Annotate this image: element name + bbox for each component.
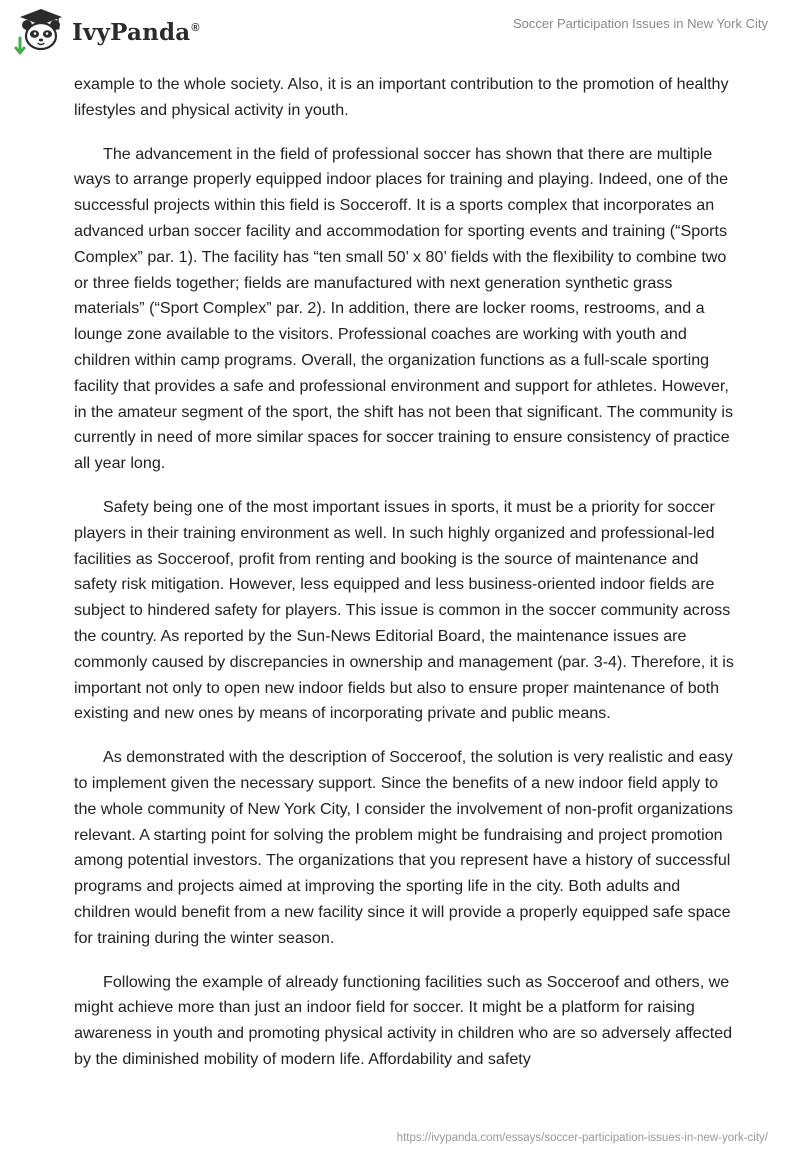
paragraph: Safety being one of the most important issues in sports, it must be a priority for soccer players in their training environment as well. In such highly organized and professional-led facilities as Socceroof, profit from renting and booking is the source of maintenance and safety risk mitigation. However, less equipped and less business-oriented indoor fields are subject to hindered safety for players. This issue is common in the soccer community across the country. As reported by the Sun-News Editorial Board, the maintenance issues are commonly caused by discrepancies in ownership and management (par. 3-4). Therefore, it is important not only to open new indoor fields but also to ensure proper maintenance of both existing and new ones by means of incorporating private and public means. <box>74 497 734 723</box>
brand-name: IvyPanda® <box>72 18 200 46</box>
source-url-link[interactable]: https://ivypanda.com/essays/soccer-participation-issues-in-new-york-city/ <box>396 1132 768 1144</box>
paragraph: The advancement in the field of professional soccer has shown that there are multiple ways to arrange properly equipped indoor places for training and playing. Indeed, one of the successful projects within this field is Socceroff. It is a sports complex that incorporates an advanced urban soccer facility and accommodation for sporting events and training (“Sports Complex” par. 1). The facility has “ten small 50’ x 80’ fields with the flexibility to combine two or three fields together; fields are manufactured with next generation synthetic grass materials” (“Sport Complex” par. 2). In addition, there are locker rooms, restrooms, and a lounge zone available to the visitors. Professional coaches are working with youth and children within camp programs. Overall, the organization functions as a full-scale sporting facility that provides a safe and professional environment and support for athletes. However, in the amateur segment of the sport, the shift has not been that significant. The community is currently in need of more similar spaces for soccer training to ensure consistency of practice all year long. <box>74 144 734 473</box>
ivypanda-logo[interactable] <box>14 8 200 56</box>
panda-mascot-icon <box>14 8 66 56</box>
essay-body <box>74 72 734 1091</box>
paragraph: Following the example of already functioning facilities such as Socceroof and others, we might achieve more than just an indoor field for soccer. It might be a platform for raising awareness in youth and promoting physical activity in children who are so adversely affected by the diminished mobility of modern life. Affordability and safety <box>74 972 733 1068</box>
document-title: Soccer Participation Issues in New York City <box>512 16 768 31</box>
paragraph: As demonstrated with the description of Socceroof, the solution is very realistic and easy to implement given the necessary support. Since the benefits of a new indoor field apply to the whole community of New York City, I consider the involvement of non-profit organizations relevant. A starting point for solving the problem might be fundraising and project promotion among potential investors. The organizations that you represent have a history of successful programs and projects aimed at improving the sporting life in the city. Both adults and children would benefit from a new facility since it will provide a properly equipped safe space for training during the winter season. <box>74 748 733 947</box>
registered-mark: ® <box>191 21 200 34</box>
paragraph: example to the whole society. Also, it is an important contribution to the promotion of healthy lifestyles and physical activity in youth. <box>74 75 729 119</box>
page-header <box>0 0 800 62</box>
